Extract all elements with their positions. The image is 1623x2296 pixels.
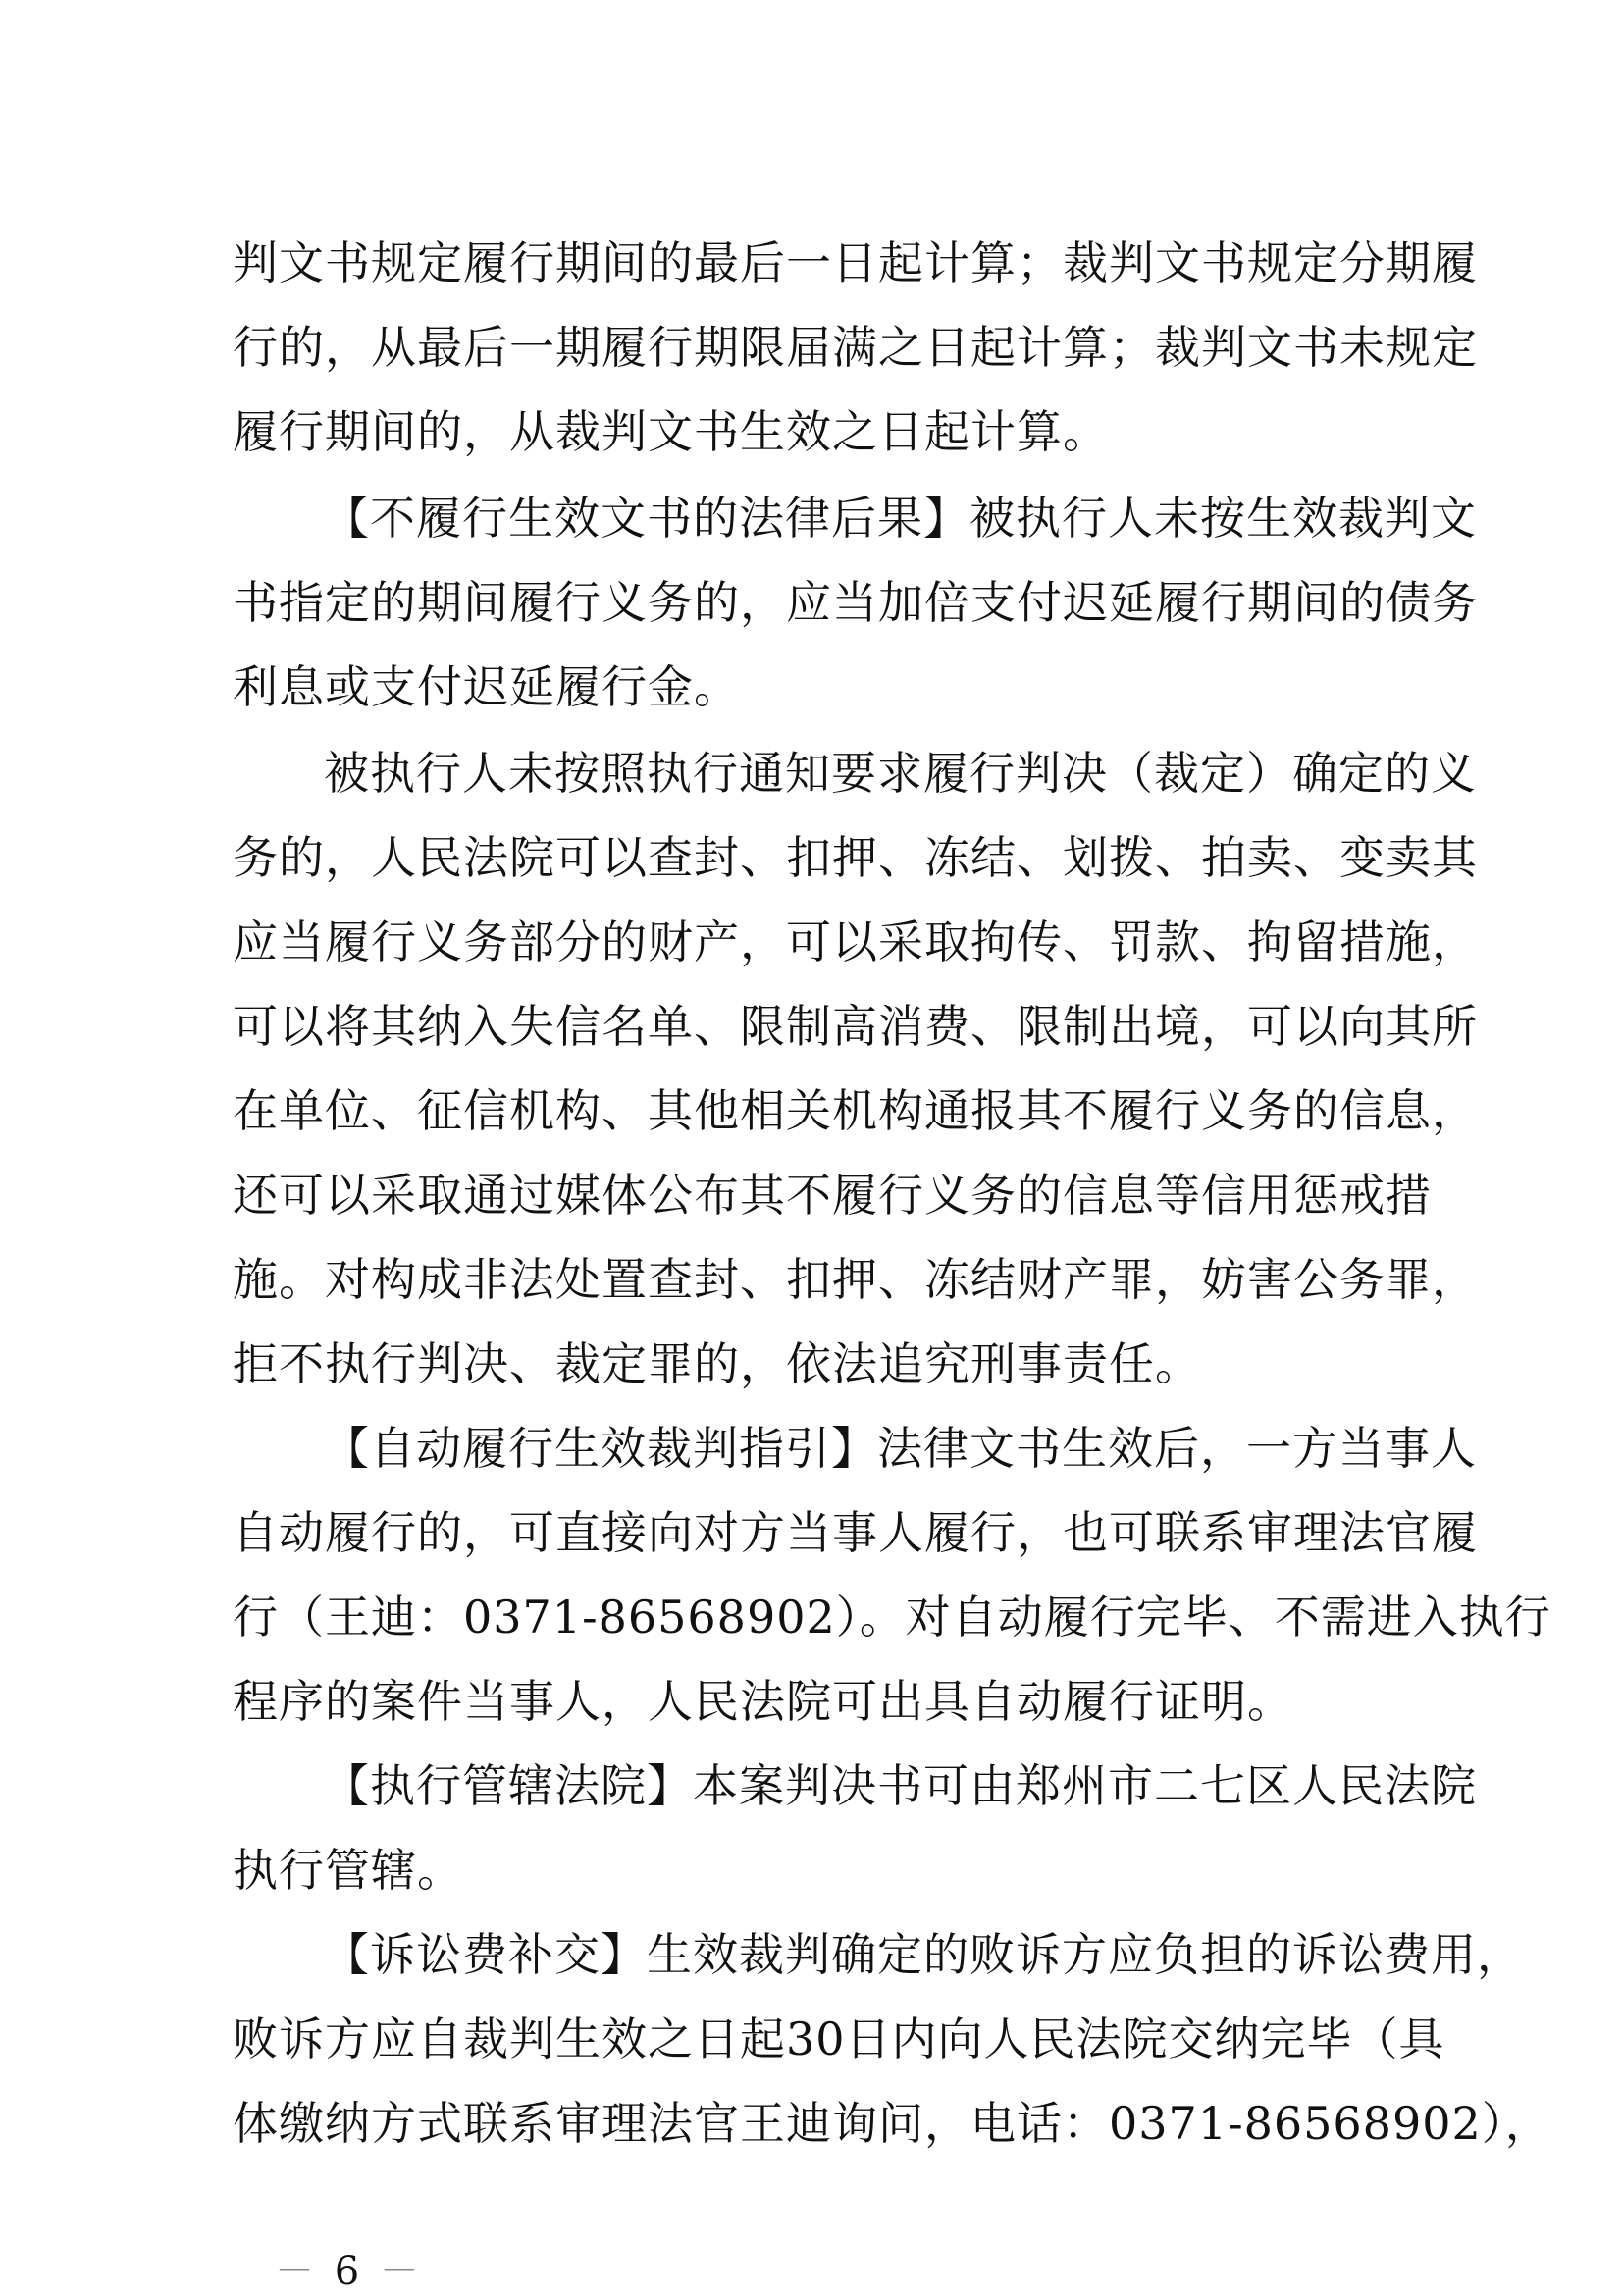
text-line-5: 书指定的期间履行义务的，应当加倍支付迟延履行期间的债务 xyxy=(233,576,1478,629)
text-line-2: 行的，从最后一期履行期限届满之日起计算；裁判文书未规定 xyxy=(233,321,1478,374)
text-line-12: 还可以采取通过媒体公布其不履行义务的信息等信用惩戒措 xyxy=(233,1169,1432,1222)
text-line-8: 务的，人民法院可以查封、扣押、冻结、划拨、拍卖、变卖其 xyxy=(233,831,1478,884)
text-line-9: 应当履行义务部分的财产，可以采取拘传、罚款、拘留措施， xyxy=(233,915,1478,968)
text-line-15: 【自动履行生效裁判指引】法律文书生效后，一方当事人 xyxy=(324,1422,1477,1475)
text-line-3: 履行期间的，从裁判文书生效之日起计算。 xyxy=(233,405,1109,458)
text-line-10: 可以将其纳入失信名单、限制高消费、限制出境，可以向其所 xyxy=(233,1000,1478,1053)
text-line-19: 【执行管辖法院】本案判决书可由郑州市二七区人民法院 xyxy=(324,1759,1477,1812)
text-line-17: 行（王迪：0371-86568902）。对自动履行完毕、不需进入执行 xyxy=(233,1591,1551,1644)
text-line-14: 拒不执行判决、裁定罪的，依法追究刑事责任。 xyxy=(233,1337,1201,1390)
text-line-21: 【诉讼费补交】生效裁判确定的败诉方应负担的诉讼费用， xyxy=(324,1928,1523,1981)
text-line-4: 【不履行生效文书的法律后果】被执行人未按生效裁判文 xyxy=(324,492,1477,545)
text-line-11: 在单位、征信机构、其他相关机构通报其不履行义务的信息， xyxy=(233,1084,1478,1137)
text-line-13: 施。对构成非法处置查封、扣押、冻结财产罪，妨害公务罪， xyxy=(233,1253,1478,1306)
text-line-1: 判文书规定履行期间的最后一日起计算；裁判文书规定分期履 xyxy=(233,236,1478,289)
text-line-23: 体缴纳方式联系审理法官王迪询问，电话：0371-86568902）， xyxy=(233,2097,1551,2150)
page-number: － 6 － xyxy=(275,2249,423,2294)
text-line-18: 程序的案件当事人，人民法院可出具自动履行证明。 xyxy=(233,1675,1293,1728)
text-line-6: 利息或支付迟延履行金。 xyxy=(233,660,740,713)
text-line-16: 自动履行的，可直接向对方当事人履行，也可联系审理法官履 xyxy=(233,1506,1478,1559)
text-line-20: 执行管辖。 xyxy=(233,1844,463,1897)
text-line-22: 败诉方应自裁判生效之日起30日内向人民法院交纳完毕（具 xyxy=(233,2012,1445,2065)
text-line-7: 被执行人未按照执行通知要求履行判决（裁定）确定的义 xyxy=(324,747,1477,800)
